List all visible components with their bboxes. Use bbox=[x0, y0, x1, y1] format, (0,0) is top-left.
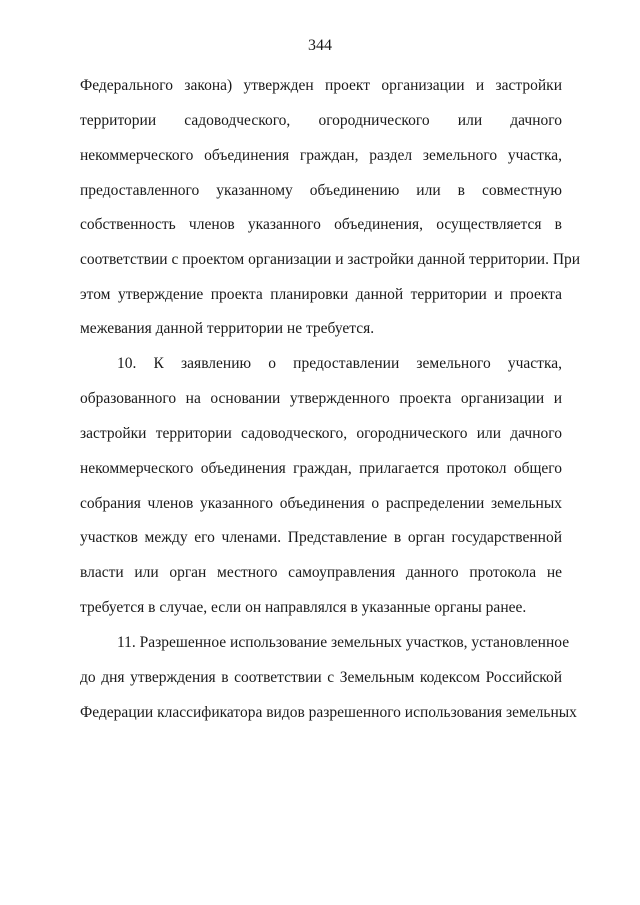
text-line: некоммерческого объединения граждан, раздел земельного участка, bbox=[80, 147, 562, 164]
text-line: предоставленного указанному объединению или в совместную bbox=[80, 182, 562, 199]
text-line: территории садоводческого, огороднического или дачного bbox=[80, 112, 562, 129]
text-line: собственность членов указанного объединения, осуществляется в bbox=[80, 216, 562, 233]
text-line: Федерации классификатора видов разрешенного использования земельных bbox=[80, 704, 577, 721]
text-line: 11. Разрешенное использование земельных участков, установленное bbox=[117, 634, 570, 651]
text-line: этом утверждение проекта планировки данной территории и проекта bbox=[80, 286, 562, 303]
text-line: Федерального закона) утвержден проект организации и застройки bbox=[80, 77, 562, 94]
text-line: образованного на основании утвержденного проекта организации и bbox=[80, 390, 562, 407]
text-line: застройки территории садоводческого, огороднического или дачного bbox=[80, 425, 562, 442]
text-line: некоммерческого объединения граждан, прилагается протокол общего bbox=[80, 460, 562, 477]
text-line: власти или орган местного самоуправления данного протокола не bbox=[80, 564, 562, 581]
text-line: 10. К заявлению о предоставлении земельного участка, bbox=[117, 355, 562, 372]
text-line: до дня утверждения в соответствии с Земельным кодексом Российской bbox=[80, 669, 562, 686]
text-line: требуется в случае, если он направлялся в указанные органы ранее. bbox=[80, 599, 527, 616]
text-line: участков между его членами. Представление в орган государственной bbox=[80, 529, 562, 546]
page-number: 344 bbox=[308, 37, 332, 54]
text-line: собрания членов указанного объединения о распределении земельных bbox=[80, 495, 562, 512]
text-line: соответствии с проектом организации и застройки данной территории. При bbox=[80, 251, 581, 268]
text-line: межевания данной территории не требуется. bbox=[80, 320, 375, 337]
